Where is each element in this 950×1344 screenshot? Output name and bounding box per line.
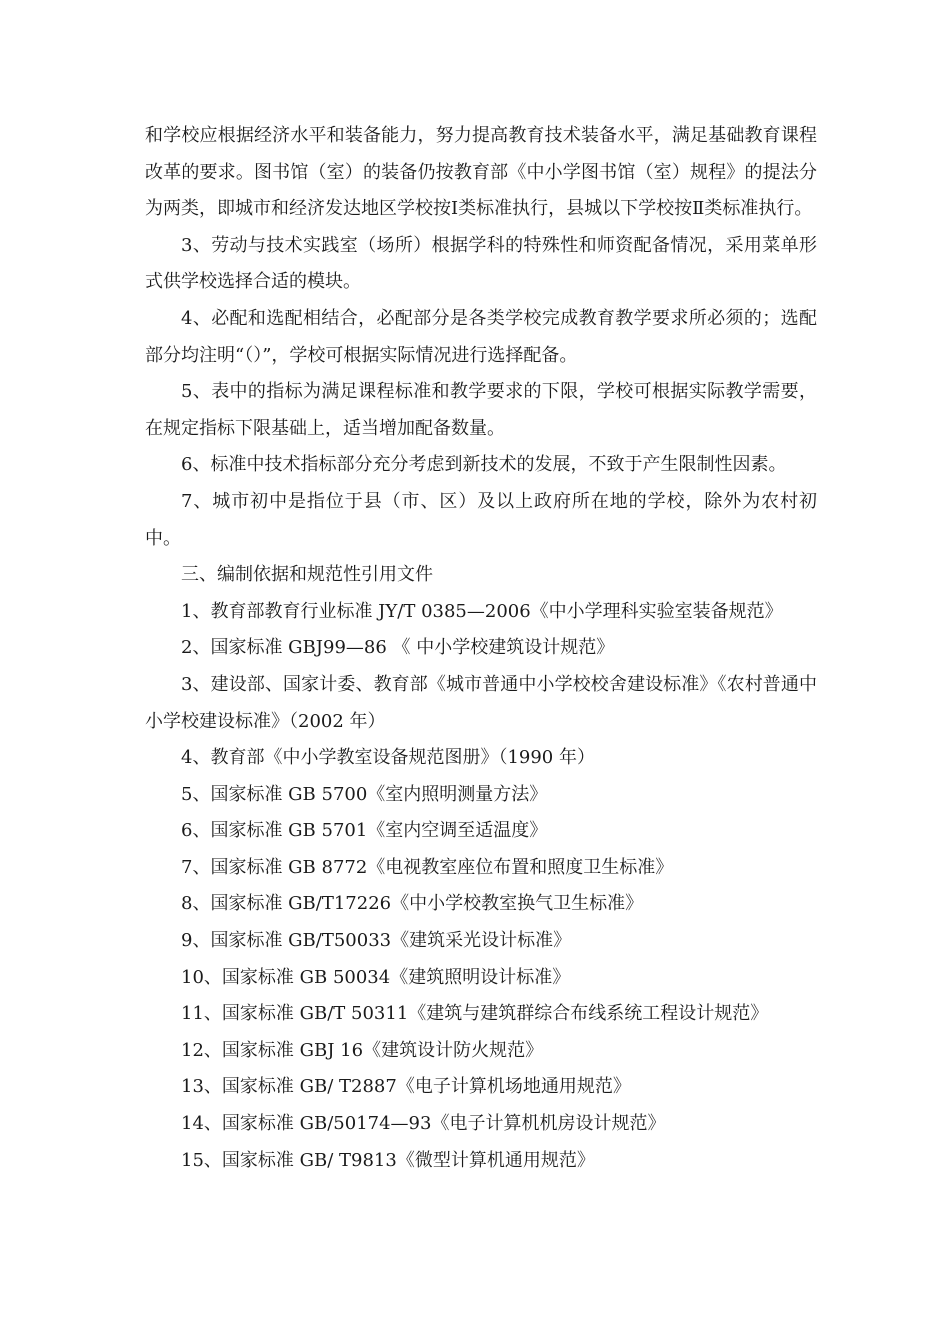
reference-item-15: 15、国家标准 GB/ T9813《微型计算机通用规范》: [181, 1149, 595, 1171]
paragraph-item-5: 5、表中的指标为满足课程标准和教学要求的下限，学校可根据实际教学需要，在规定指标下限基础上，适当增加配备数量。: [145, 381, 817, 439]
reference-item-2: 2、国家标准 GBJ99—86 《 中小学校建筑设计规范》: [181, 637, 615, 659]
section-heading-3: 三、编制依据和规范性引用文件: [181, 564, 433, 586]
reference-item-1: 1、教育部教育行业标准 JY/T 0385—2006《中小学理科实验室装备规范》: [181, 600, 783, 622]
paragraph-continuation: 和学校应根据经济水平和装备能力，努力提高教育技术装备水平，满足基础教育课程改革的要求。图书馆（室）的装备仍按教育部《中小学图书馆（室）规程》的提法分为两类，即城市和经济发达地区学校按Ⅰ类标准执行，县城以下学校按Ⅱ类标准执行。: [145, 125, 817, 220]
reference-item-9: 9、国家标准 GB/T50033《建筑采光设计标准》: [181, 930, 572, 952]
reference-item-6: 6、国家标准 GB 5701《室内空调至适温度》: [181, 820, 548, 842]
paragraph-item-7: 7、城市初中是指位于县（市、区）及以上政府所在地的学校，除外为农村初中。: [145, 490, 817, 549]
reference-item-5: 5、国家标准 GB 5700《室内照明测量方法》: [181, 783, 548, 805]
reference-item-14: 14、国家标准 GB/50174—93《电子计算机机房设计规范》: [181, 1113, 666, 1135]
reference-item-11: 11、国家标准 GB/T 50311《建筑与建筑群综合布线系统工程设计规范》: [181, 1003, 769, 1025]
reference-item-12: 12、国家标准 GBJ 16《建筑设计防火规范》: [181, 1039, 544, 1061]
reference-item-8: 8、国家标准 GB/T17226《中小学校教室换气卫生标准》: [181, 893, 644, 915]
paragraph-item-3: 3、劳动与技术实践室（场所）根据学科的特殊性和师资配备情况，采用菜单形式供学校选择合适的模块。: [145, 234, 817, 293]
paragraph-item-4: 4、必配和选配相结合，必配部分是各类学校完成教育教学要求所必须的；选配部分均注明“（）”，学校可根据实际情况进行选择配备。: [145, 307, 817, 366]
reference-item-13: 13、国家标准 GB/ T2887《电子计算机场地通用规范》: [181, 1076, 631, 1098]
reference-item-3: 3、建设部、国家计委、教育部《城市普通中小学校校舍建设标准》《农村普通中小学校建设标准》（2002 年）: [145, 673, 817, 732]
document-body: [145, 118, 817, 1179]
reference-item-7: 7、国家标准 GB 8772《电视教室座位布置和照度卫生标准》: [181, 856, 674, 878]
reference-item-4: 4、教育部《中小学教室设备规范图册》（1990 年）: [181, 747, 595, 769]
paragraph-item-6: 6、标准中技术指标部分充分考虑到新技术的发展，不致于产生限制性因素。: [181, 454, 787, 476]
reference-item-10: 10、国家标准 GB 50034《建筑照明设计标准》: [181, 966, 571, 988]
